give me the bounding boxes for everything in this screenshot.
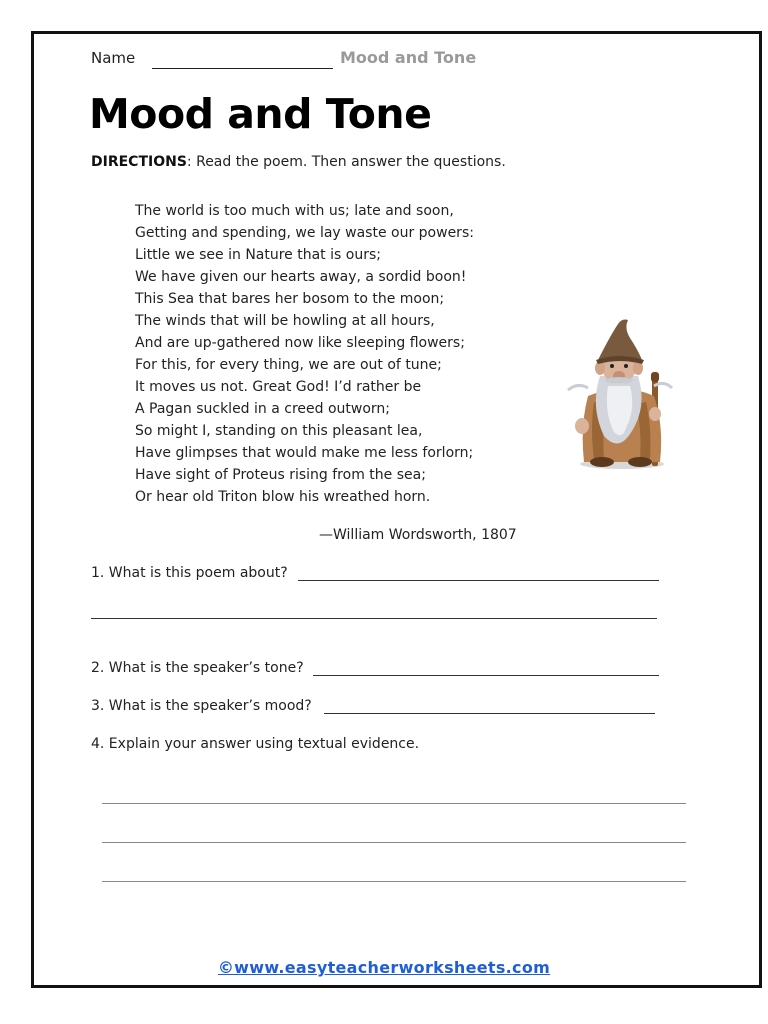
directions — [91, 154, 506, 170]
poem-line: So might I, standing on this pleasant lea, — [135, 423, 423, 439]
name-field-line[interactable] — [152, 68, 333, 69]
answer-line-4c[interactable] — [102, 881, 686, 882]
question-4: 4. Explain your answer using textual evidence. — [91, 736, 420, 752]
question-2: 2. What is the speaker’s tone? — [91, 660, 304, 676]
poem-line: Have glimpses that would make me less forlorn; — [135, 445, 474, 461]
page-title: Mood and Tone — [89, 90, 432, 138]
poem-line: The winds that will be howling at all hours, — [135, 313, 435, 329]
answer-line-1b[interactable] — [91, 618, 657, 619]
poem-line: Or hear old Triton blow his wreathed horn. — [135, 489, 431, 505]
poem-line: Little we see in Nature that is ours; — [135, 247, 381, 263]
poem-line: This Sea that bares her bosom to the moon; — [135, 291, 445, 307]
page-border — [31, 31, 762, 988]
answer-line-4a[interactable] — [102, 803, 686, 804]
poem — [135, 200, 474, 508]
answer-line-2[interactable] — [313, 675, 659, 676]
poem-line: The world is too much with us; late and soon, — [135, 203, 454, 219]
worksheet-header-title: Mood and Tone — [340, 48, 477, 67]
wizard-gnome-illustration — [560, 316, 678, 470]
question-3: 3. What is the speaker’s mood? — [91, 698, 312, 714]
footer-copyright-link[interactable]: ©www.easyteacherworksheets.com — [217, 958, 551, 977]
poem-line: We have given our hearts away, a sordid boon! — [135, 269, 467, 285]
poem-line: Have sight of Proteus rising from the sea; — [135, 467, 426, 483]
directions-text: : Read the poem. Then answer the questions. — [186, 154, 506, 170]
answer-line-1a[interactable] — [298, 580, 659, 581]
poem-line: It moves us not. Great God! I’d rather be — [135, 379, 422, 395]
directions-label: DIRECTIONS — [91, 154, 187, 170]
answer-line-3[interactable] — [324, 713, 655, 714]
question-1: 1. What is this poem about? — [91, 565, 288, 581]
poem-attribution: —William Wordsworth, 1807 — [319, 527, 517, 543]
answer-line-4b[interactable] — [102, 842, 686, 843]
poem-line: Getting and spending, we lay waste our powers: — [135, 225, 474, 241]
poem-line: For this, for every thing, we are out of tune; — [135, 357, 442, 373]
name-label: Name — [91, 49, 136, 67]
poem-line: A Pagan suckled in a creed outworn; — [135, 401, 391, 417]
poem-line: And are up-gathered now like sleeping flowers; — [135, 335, 465, 351]
